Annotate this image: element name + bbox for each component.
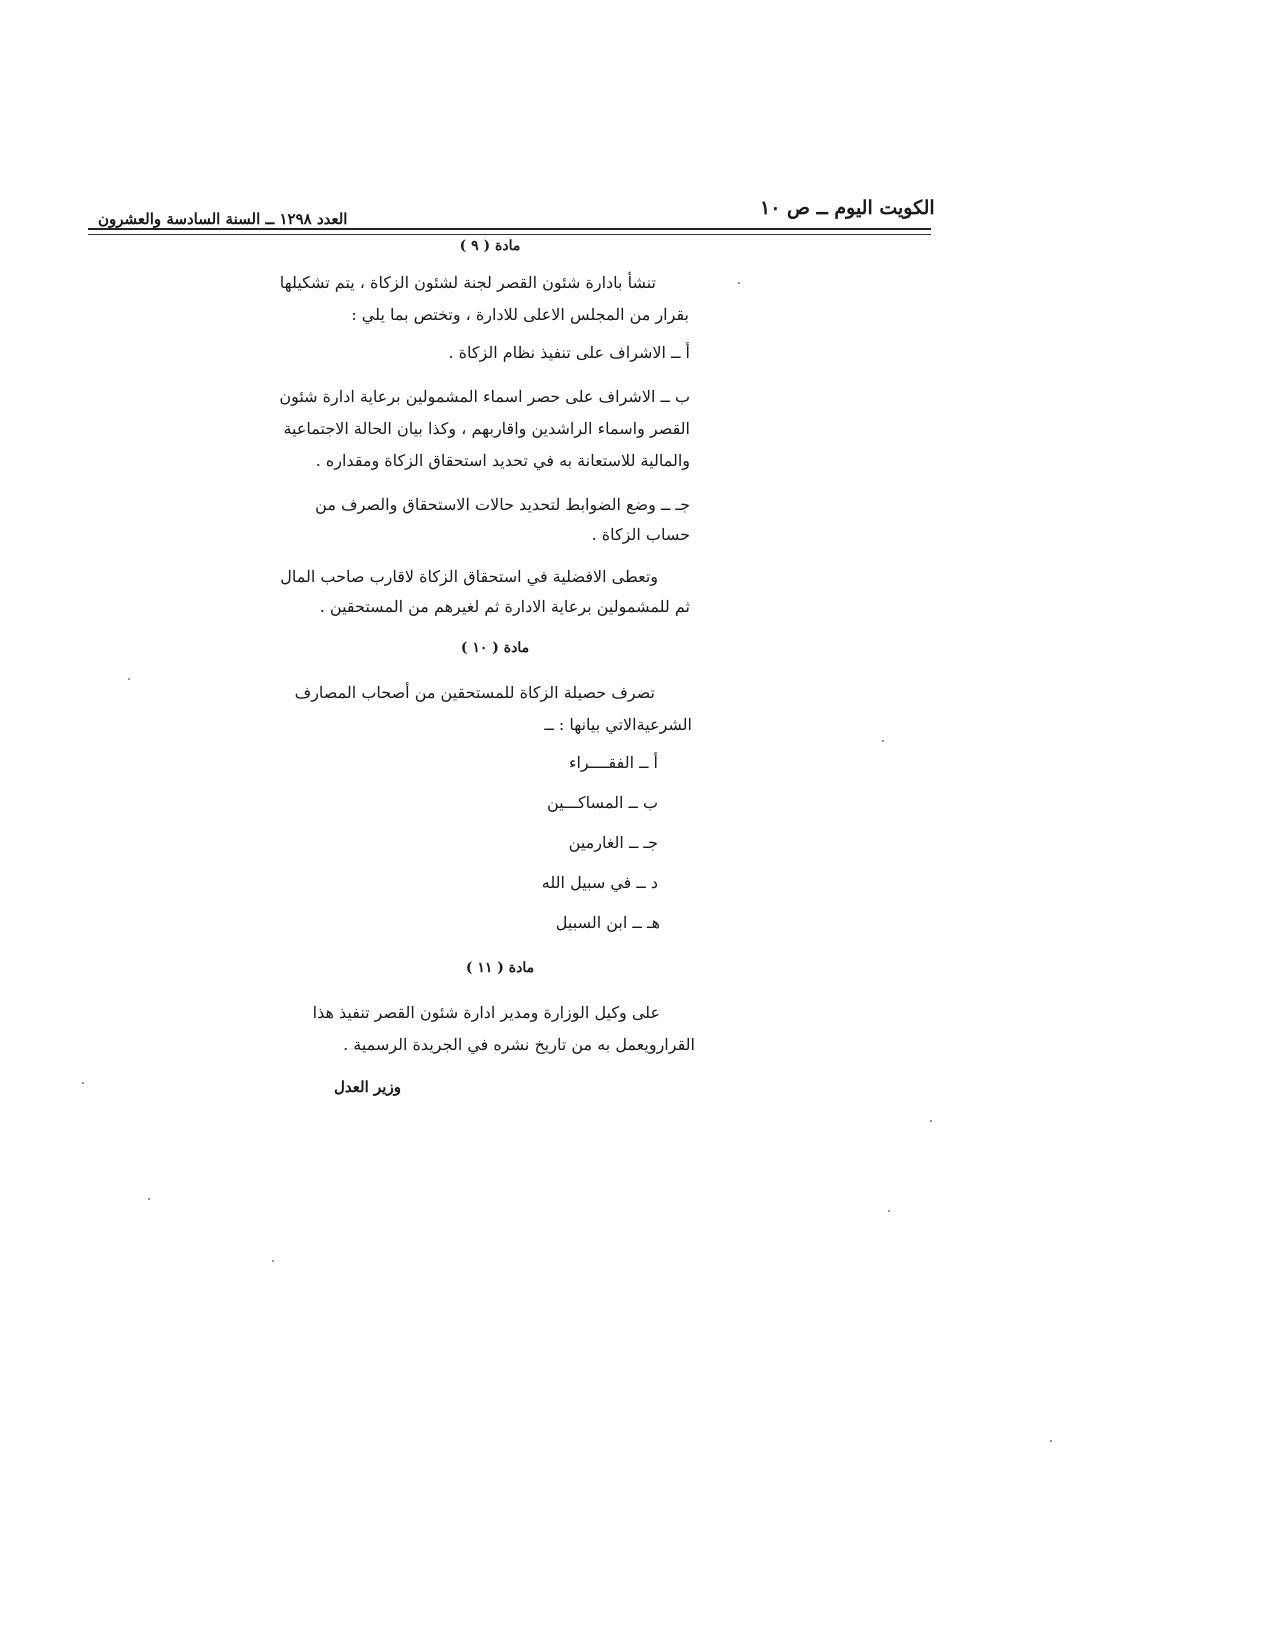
signature-minister: وزير العدل xyxy=(334,1078,401,1096)
scan-speck xyxy=(148,1198,150,1200)
article-9-item-c-line2: حساب الزكاة . xyxy=(591,525,690,544)
article-10-item-b: ب ــ المساكـــين xyxy=(546,793,658,812)
article-11-line2: القرارويعمل به من تاريخ نشره في الجريدة الرسمية . xyxy=(343,1035,695,1054)
header-rule-thin xyxy=(88,234,931,235)
article-9-priority-line2: ثم للمشمولين برعاية الادارة ثم لغيرهم من المستحقين . xyxy=(319,597,690,616)
article-9-item-b-line1: ب ــ الاشراف على حصر اسماء المشمولين برعاية ادارة شئون xyxy=(279,387,690,406)
article-9-intro-line1: تنشأ بادارة شئون القصر لجنة لشئون الزكاة ، يتم تشكيلها xyxy=(279,273,656,292)
scan-speck xyxy=(882,740,884,742)
article-9-item-c-line1: جـ ــ وضع الضوابط لتحديد حالات الاستحقاق والصرف من xyxy=(315,495,690,514)
scan-speck xyxy=(930,1120,932,1122)
header-issue-info: العدد ١٢٩٨ ــ السنة السادسة والعشرون xyxy=(98,210,348,228)
scan-speck xyxy=(128,678,130,680)
article-10-intro-line1: تصرف حصيلة الزكاة للمستحقين من أصحاب المصارف xyxy=(294,683,655,702)
header-rule-thick xyxy=(88,228,931,230)
scan-speck xyxy=(82,1082,84,1084)
article-10-item-e: هـ ــ ابن السبيل xyxy=(555,913,660,932)
article-9-item-b-line2: القصر واسماء الراشدين واقاربهم ، وكذا بيان الحالة الاجتماعية xyxy=(283,419,690,438)
article-10-item-d: د ــ في سبيل الله xyxy=(541,873,658,892)
article-9-priority-line1: وتعطى الافضلية في استحقاق الزكاة لاقارب صاحب المال xyxy=(280,567,658,586)
article-10-intro-line2: الشرعيةالاتي بيانها : ــ xyxy=(544,715,692,734)
article-9-heading: مادة ( ٩ ) xyxy=(459,238,521,254)
article-11-line1: على وكيل الوزارة ومدير ادارة شئون القصر تنفيذ هذا xyxy=(312,1003,660,1022)
scan-speck xyxy=(738,282,740,284)
article-9-intro-line2: بقرار من المجلس الاعلى للادارة ، وتختص بما يلي : xyxy=(351,305,689,324)
article-10-item-c: جـ ــ الغارمين xyxy=(568,833,658,852)
scan-speck xyxy=(272,1260,274,1262)
scan-speck xyxy=(1050,1440,1052,1442)
scan-speck xyxy=(888,1210,890,1212)
article-10-item-a: أ ــ الفقــــراء xyxy=(568,753,658,772)
article-10-heading: مادة ( ١٠ ) xyxy=(460,640,530,656)
article-9-item-a: أ ــ الاشراف على تنفيذ نظام الزكاة . xyxy=(448,343,690,362)
article-9-item-b-line3: والمالية للاستعانة به في تحديد استحقاق الزكاة ومقداره . xyxy=(315,451,690,470)
article-11-heading: مادة ( ١١ ) xyxy=(465,960,535,976)
header-page-ref: الكويت اليوم ــ ص ١٠ xyxy=(760,197,935,219)
